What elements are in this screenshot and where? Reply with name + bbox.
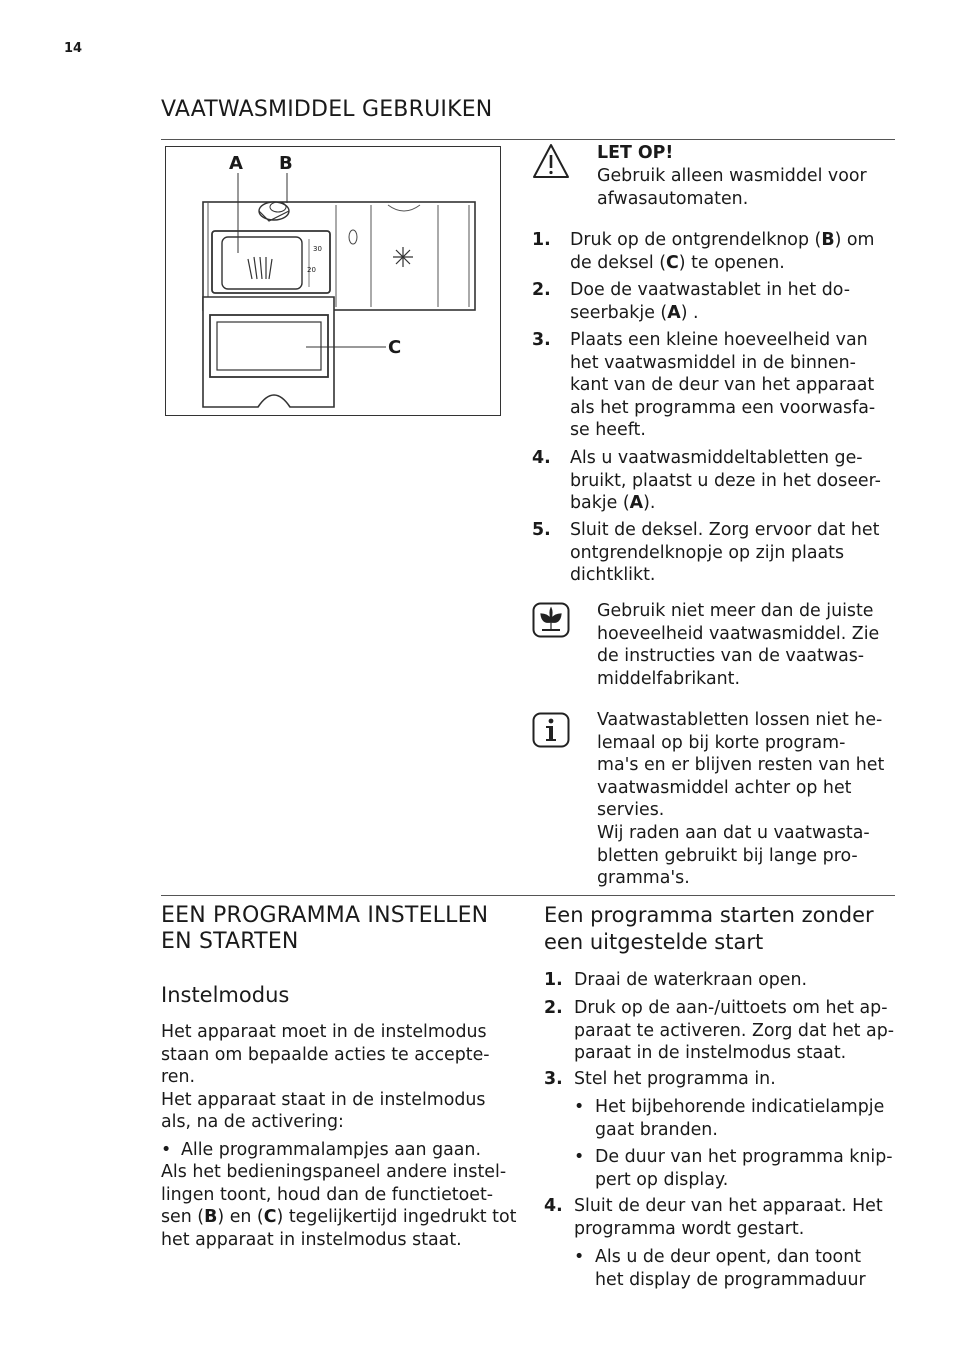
step-text: Als u vaatwasmiddeltabletten ge- bruikt, plaatst u deze in het doseer- bakje (A).	[570, 448, 881, 514]
instelmodus-paragraph: Het apparaat moet in de instelmodus staan om bepaalde acties te accepte- ren. Het apparaat staat in de instelmodus als, na de activering:	[161, 1022, 490, 1133]
section-title-program-line-2: EN STARTEN	[161, 929, 299, 954]
figure-scale-20: 20	[307, 266, 316, 274]
section-rule	[161, 139, 895, 140]
subsection-title-instelmodus: Instelmodus	[161, 983, 290, 1007]
figure-label-a: A	[229, 153, 243, 174]
bullet-dot: •	[161, 1140, 172, 1160]
step-number: 1.	[532, 230, 551, 250]
step-number: 4.	[544, 1196, 563, 1216]
section-title-program-line-1: EEN PROGRAMMA INSTELLEN	[161, 903, 489, 928]
step-text: Plaats een kleine hoeveelheid van het vaatwasmiddel in de binnen- kant van de deur van het apparaat als het programma een voorwasfa- se heeft.	[570, 330, 876, 441]
warning-line-2: afwasautomaten.	[597, 189, 749, 209]
step-number: 4.	[532, 448, 551, 468]
list-item	[532, 447, 892, 517]
figure-scale-30: 30	[313, 245, 322, 253]
step-number: 3.	[544, 1069, 563, 1089]
step-text: Sluit de deur van het apparaat. Het programma wordt gestart.	[574, 1196, 883, 1239]
bullet-item: • Als u de deur opent, dan toont het display de programmaduur	[574, 1247, 866, 1290]
step-number: 2.	[544, 998, 563, 1018]
bullet-dot: •	[574, 1097, 585, 1117]
list-item	[532, 229, 892, 275]
step-number: 1.	[544, 970, 563, 990]
list-item	[532, 329, 892, 444]
step-text: Doe de vaatwastablet in het do- seerbakje (A) .	[570, 280, 851, 323]
bullet-item: • Het bijbehorende indicatielampje gaat branden.	[574, 1097, 885, 1140]
step-number: 5.	[532, 520, 551, 540]
instelmodus-paragraph-2: Als het bedieningspaneel andere instel- lingen toont, houd dan de functietoet- sen (B) en (C) tegelijkertijd ingedrukt tot het apparaat in instelmodus staat.	[161, 1162, 517, 1250]
detergent-dispenser-figure	[165, 146, 501, 416]
step-text: Druk op de aan-/uittoets om het ap- paraat te activeren. Zorg dat het ap- paraat in de instelmodus staat.	[574, 998, 895, 1064]
list-item	[544, 1195, 899, 1241]
bullet-item: • Alle programmalampjes aan gaan.	[161, 1140, 481, 1160]
figure-label-c: C	[388, 337, 402, 358]
page-number: 14	[64, 41, 83, 56]
warning-title: LET OP!	[597, 143, 674, 163]
bullet-dot: •	[574, 1147, 585, 1167]
warning-line-1: Gebruik alleen wasmiddel voor	[597, 166, 867, 186]
bullet-dot: •	[574, 1247, 585, 1267]
section-title-start-line-1: Een programma starten zonder	[544, 903, 874, 927]
step-text: Draai de waterkraan open.	[574, 970, 808, 990]
dispenser-illustration	[166, 147, 500, 415]
step-text: Sluit de deksel. Zorg ervoor dat het ontgrendelknopje op zijn plaats dichtklikt.	[570, 520, 880, 586]
list-item	[544, 1068, 894, 1092]
section-title-start-line-2: een uitgestelde start	[544, 930, 764, 954]
bullet-item: • De duur van het programma knip- pert op display.	[574, 1147, 893, 1190]
section-rule	[161, 895, 895, 896]
environment-note: Gebruik niet meer dan de juiste hoeveelheid vaatwasmiddel. Zie de instructies van de vaatwas- middelfabrikant.	[597, 601, 880, 689]
step-number: 2.	[532, 280, 551, 300]
list-item	[532, 519, 892, 589]
warning-icon	[532, 143, 570, 183]
list-item	[532, 279, 892, 325]
step-text: Stel het programma in.	[574, 1069, 776, 1089]
step-number: 3.	[532, 330, 551, 350]
list-item	[544, 969, 894, 993]
list-item	[544, 997, 899, 1067]
info-icon	[532, 712, 570, 752]
figure-label-b: B	[279, 153, 293, 174]
environment-icon	[532, 602, 570, 642]
section-title-detergent: VAATWASMIDDEL GEBRUIKEN	[161, 97, 493, 122]
info-note: Vaatwastabletten lossen niet he- lemaal op bij korte program- ma's en er blijven resten van het vaatwasmiddel achter op het servies. Wij raden aan dat u vaatwasta- bletten gebruikt bij lange pro- gramma's.	[597, 710, 885, 889]
step-text: Druk op de ontgrendelknop (B) om de deksel (C) te openen.	[570, 230, 875, 273]
